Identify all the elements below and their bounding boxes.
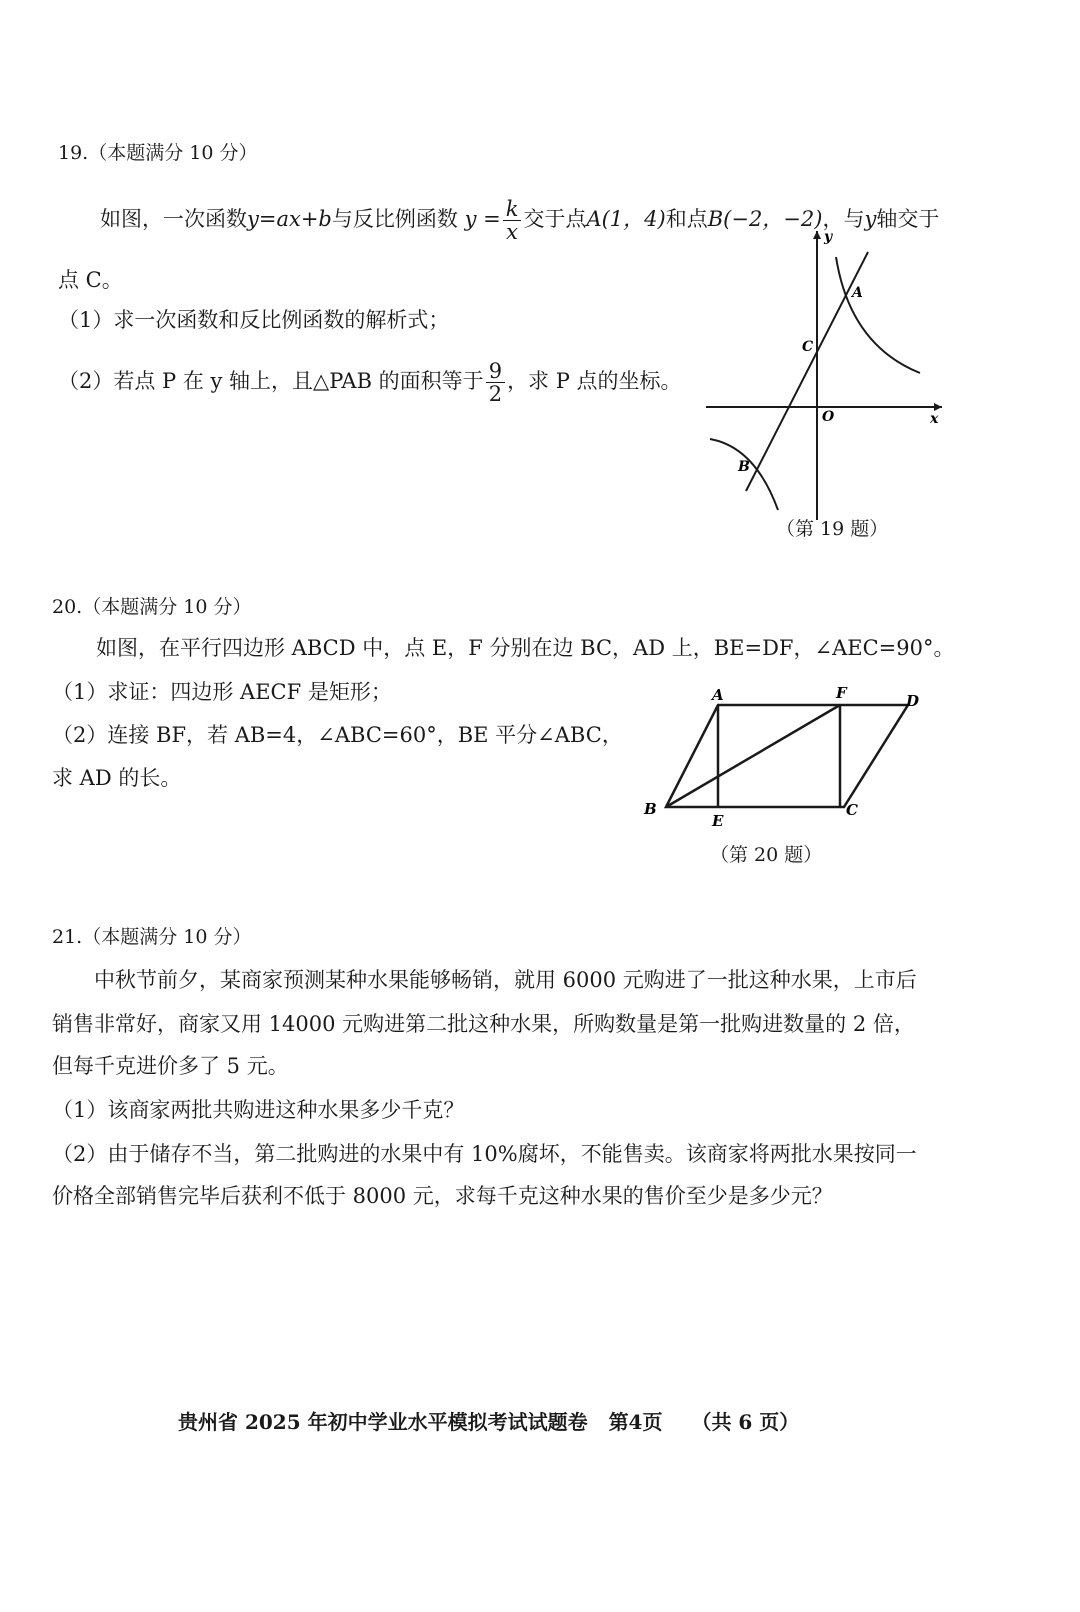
q19-frac-9: 9 [486, 360, 505, 383]
x-axis-arrow-icon [934, 403, 942, 411]
label-a: A [712, 686, 724, 704]
hyperbola-branch-q1 [836, 257, 920, 373]
q19-part2 [58, 360, 682, 405]
q21-part2: （2）由于储存不当，第二批购进的水果中有 10%腐坏，不能售卖。该商家将两批水果按同一 [52, 1142, 917, 1166]
q21-header: 21.（本题满分 10 分） [52, 926, 252, 948]
label-d: D [906, 692, 920, 710]
q19-stem-b: 与反比例函数 [331, 207, 458, 231]
q19-stem-c: 交于点 [523, 207, 587, 231]
footer-page-number: 第4页 [608, 1410, 663, 1434]
q19-point-b: B(−2，−2) [707, 207, 823, 231]
footer-exam-title: 贵州省 2025 年初中学业水平模拟考试试题卷 [178, 1410, 588, 1434]
q19-stem-f: 轴交于 [876, 207, 940, 231]
label-a: A [852, 285, 863, 301]
q20-header: 20.（本题满分 10 分） [52, 596, 252, 618]
q19-linear-expr: y=ax+b [247, 207, 332, 231]
q20-part2-b: 求 AD 的长。 [52, 766, 182, 790]
linear-function-line [746, 252, 868, 491]
parallelogram-abcd [666, 705, 908, 807]
footer-total-pages: （共 6 页） [691, 1410, 800, 1434]
q19-header: 19.（本题满分 10 分） [58, 142, 258, 164]
page-footer [178, 1406, 799, 1435]
q20-part2: （2）连接 BF，若 AB=4，∠ABC=60°，BE 平分∠ABC， [52, 723, 623, 747]
q21-line3: 但每千克进价多了 5 元。 [52, 1054, 289, 1078]
label-x: x [930, 411, 939, 427]
q19-part2-b: ，求 P 点的坐标。 [507, 369, 682, 393]
label-y: y [824, 229, 833, 245]
q21-part1: （1）该商家两批共购进这种水果多少千克？ [52, 1098, 465, 1122]
y-axis-arrow-icon [813, 231, 821, 239]
q19-point-a: A(1，4) [586, 207, 666, 231]
q19-part2-a: （2）若点 P 在 y 轴上，且△PAB 的面积等于 [58, 369, 484, 393]
q19-frac-x: x [506, 220, 518, 244]
label-f: F [836, 684, 847, 702]
q19-figure [700, 225, 960, 525]
label-c: C [846, 801, 858, 819]
q20-stem: 如图，在平行四边形 ABCD 中，点 E，F 分别在边 BC，AD 上，BE=DF，∠AEC=90°。 [96, 636, 955, 660]
q19-frac-9-2 [486, 360, 505, 405]
label-origin: O [822, 409, 835, 425]
q20-caption: （第 20 题） [710, 844, 823, 866]
q19-stem-e: ，与 [822, 207, 865, 231]
q19-y-axis-text: y [864, 207, 877, 231]
q19-frac-2: 2 [488, 382, 503, 406]
q20-figure [640, 676, 940, 836]
q19-frac-k: k [503, 198, 522, 221]
q19-stem-a: 如图，一次函数 [100, 207, 247, 231]
label-b: B [738, 459, 750, 475]
q20-part1: （1）求证：四边形 AECF 是矩形； [52, 680, 392, 704]
label-e: E [712, 812, 724, 830]
q19-stem-d: 和点 [665, 207, 708, 231]
q21-line1: 中秋节前夕，某商家预测某种水果能够畅销，就用 6000 元购进了一批这种水果，上市后 [94, 968, 917, 992]
q19-frac-k-x [503, 198, 522, 243]
q21-line2: 销售非常好，商家又用 14000 元购进第二批这种水果，所购数量是第一批购进数量的 2 倍， [52, 1012, 915, 1036]
q21-part2-b: 价格全部销售完毕后获利不低于 8000 元，求每千克这种水果的售价至少是多少元？ [52, 1184, 833, 1208]
label-b: B [644, 800, 657, 818]
q19-line2: 点 C。 [58, 268, 123, 292]
q19-y-eq: y = [464, 207, 501, 231]
q19-part1: （1）求一次函数和反比例函数的解析式； [58, 308, 450, 332]
q19-caption: （第 19 题） [776, 518, 889, 540]
label-c: C [802, 339, 814, 355]
